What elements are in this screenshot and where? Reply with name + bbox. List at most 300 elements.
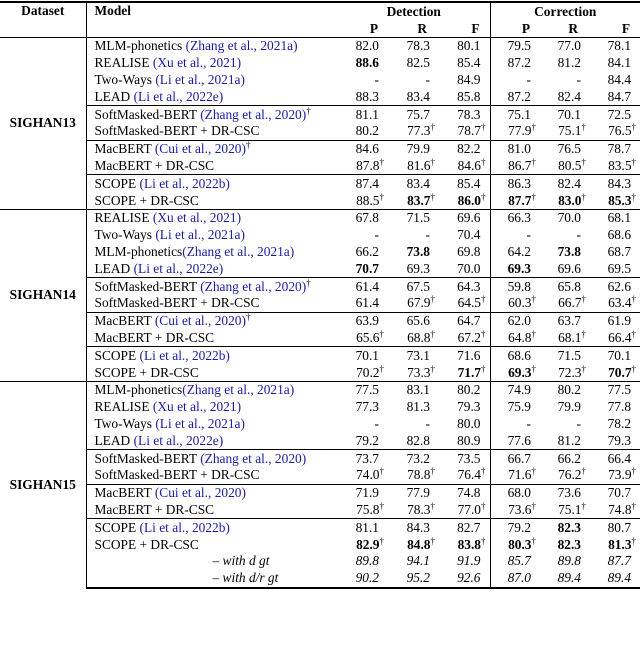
table-row	[0, 432, 640, 449]
model-header: Model	[86, 2, 338, 38]
citation-link[interactable]: (Xu et al., 2021)	[152, 55, 242, 71]
citation-link[interactable]: (Cui et al., 2020)	[154, 313, 246, 329]
model-name: SoftMasked-BERT + DR-CSC	[94, 467, 260, 483]
value-text: 85.4	[457, 175, 481, 191]
model-name: MacBERT	[94, 485, 155, 501]
value-text: 82.7	[457, 519, 481, 535]
value-cell	[439, 570, 490, 588]
value-text: 68.8	[407, 329, 431, 345]
citation-link[interactable]: (Zhang et al., 2020)	[200, 450, 307, 466]
dagger-mark: †	[581, 363, 586, 374]
citation-link[interactable]: (Li et al., 2021a)	[155, 415, 245, 431]
value-cell	[490, 140, 540, 157]
value-text: 73.1	[406, 347, 430, 363]
value-text: 70.1	[355, 347, 379, 363]
value-cell	[490, 347, 540, 364]
value-cell	[540, 416, 590, 433]
model-cell	[86, 432, 338, 449]
value-cell	[590, 244, 640, 261]
value-cell	[439, 450, 490, 467]
value-cell	[439, 484, 490, 501]
dagger-mark: †	[481, 328, 486, 339]
value-text: 67.9	[407, 295, 431, 311]
dagger-mark: †	[379, 535, 384, 546]
dagger-mark: †	[481, 466, 486, 477]
citation-link[interactable]: (Zhang et al., 2020)	[200, 278, 307, 294]
dagger-mark: †	[379, 191, 384, 202]
citation-link[interactable]: (Zhang et al., 2020)	[200, 106, 307, 122]
value-text: 78.8	[407, 467, 431, 483]
value-text: 77.8	[607, 399, 632, 415]
value-text: 84.9	[457, 71, 481, 87]
value-text: 73.8	[406, 243, 430, 259]
value-cell	[439, 38, 490, 55]
model-cell	[86, 364, 338, 381]
dagger-mark: †	[581, 122, 586, 133]
value-cell	[590, 106, 640, 123]
value-cell	[540, 519, 590, 536]
value-text: 65.8	[557, 278, 581, 294]
value-text: 62.6	[607, 278, 632, 294]
table-row	[0, 55, 640, 72]
table-row	[0, 295, 640, 312]
value-text: 75.1	[558, 123, 582, 139]
value-text: 86.7	[508, 157, 532, 173]
value-cell	[490, 88, 540, 105]
value-text: 64.8	[508, 329, 532, 345]
table-row	[0, 123, 640, 140]
value-cell	[540, 244, 590, 261]
dagger-mark: †	[531, 328, 536, 339]
value-cell	[490, 38, 540, 55]
value-text: 77.3	[355, 399, 379, 415]
value-text: 62.0	[507, 313, 531, 329]
value-text: 78.3	[457, 106, 481, 122]
value-cell	[388, 209, 439, 226]
table-row	[0, 158, 640, 175]
dagger-mark: †	[379, 500, 384, 511]
value-cell	[439, 381, 490, 398]
value-text: 72.3	[558, 364, 582, 380]
citation-link[interactable]: (Li et al., 2022e)	[133, 432, 224, 448]
value-cell	[338, 260, 388, 277]
value-text: 66.7	[558, 295, 582, 311]
value-text: 71.5	[557, 347, 581, 363]
citation-link[interactable]: (Li et al., 2021a)	[155, 227, 245, 243]
citation-link[interactable]: (Cui et al., 2020)	[154, 485, 246, 501]
value-cell	[338, 72, 388, 89]
value-text: 90.2	[355, 570, 379, 586]
value-cell	[388, 140, 439, 157]
value-cell	[388, 244, 439, 261]
value-text: 80.2	[457, 382, 481, 398]
model-name: REALISE	[94, 55, 153, 71]
value-text: 78.3	[406, 38, 430, 54]
value-text: 74.9	[507, 382, 531, 398]
value-cell	[490, 192, 540, 209]
value-cell	[540, 432, 590, 449]
value-cell	[540, 72, 590, 89]
value-text: 85.7	[507, 553, 531, 569]
dataset-header: Dataset	[0, 2, 86, 38]
value-cell	[338, 502, 388, 519]
dagger-mark: †	[306, 277, 311, 288]
value-text: 68.6	[507, 347, 531, 363]
value-text: 64.7	[457, 313, 481, 329]
dagger-mark: †	[430, 156, 435, 167]
value-cell	[540, 278, 590, 295]
value-cell	[338, 416, 388, 433]
value-cell	[439, 123, 490, 140]
value-text: 81.0	[507, 141, 531, 157]
value-text: 64.2	[507, 243, 531, 259]
value-text: 87.0	[507, 570, 531, 586]
value-text: 70.2	[356, 364, 380, 380]
dagger-mark: †	[430, 294, 435, 305]
value-text: 87.7	[508, 192, 532, 208]
value-text: 69.6	[557, 260, 581, 276]
value-text: 79.2	[355, 432, 379, 448]
value-text: 85.8	[457, 88, 481, 104]
value-text: 82.3	[557, 536, 581, 552]
model-cell	[86, 484, 338, 501]
table-row	[0, 278, 640, 295]
value-cell	[439, 192, 490, 209]
model-cell	[86, 192, 338, 209]
dagger-mark: †	[379, 328, 384, 339]
value-text: 66.7	[507, 450, 531, 466]
value-cell	[439, 330, 490, 347]
value-text: 82.2	[457, 141, 481, 157]
dagger-mark: †	[481, 156, 486, 167]
model-name: Two-Ways	[94, 71, 156, 87]
results-table	[0, 1, 640, 589]
col-header-detection-f: F	[471, 20, 480, 36]
value-cell	[490, 312, 540, 329]
value-cell	[338, 158, 388, 175]
value-text: 68.6	[607, 227, 632, 243]
value-cell	[439, 347, 490, 364]
dagger-mark: †	[430, 363, 435, 374]
value-text: 63.7	[557, 313, 581, 329]
value-text: 63.4	[608, 295, 632, 311]
dagger-mark: †	[531, 535, 536, 546]
value-cell	[388, 192, 439, 209]
value-cell	[439, 416, 490, 433]
value-cell	[590, 570, 640, 588]
model-name: MacBERT	[94, 141, 155, 157]
value-cell	[590, 312, 640, 329]
value-cell	[490, 295, 540, 312]
value-cell	[490, 158, 540, 175]
model-cell	[86, 519, 338, 536]
value-cell	[490, 553, 540, 570]
value-text: 70.7	[607, 485, 632, 501]
value-cell	[590, 484, 640, 501]
value-cell	[439, 209, 490, 226]
value-cell	[388, 416, 439, 433]
value-cell	[490, 484, 540, 501]
value-text: 71.6	[508, 467, 532, 483]
value-text: -	[425, 415, 430, 431]
value-cell	[540, 330, 590, 347]
model-name: REALISE	[94, 399, 153, 415]
value-cell	[540, 399, 590, 416]
value-text: 77.6	[507, 432, 531, 448]
value-text: 75.1	[507, 106, 531, 122]
table-row	[0, 244, 640, 261]
value-cell	[338, 278, 388, 295]
value-text: -	[576, 71, 581, 87]
value-text: 80.0	[457, 415, 481, 431]
value-text: 73.5	[457, 450, 481, 466]
value-cell	[388, 399, 439, 416]
value-text: 66.2	[355, 243, 379, 259]
value-text: 76.4	[457, 467, 481, 483]
value-text: 77.0	[557, 38, 581, 54]
value-cell	[540, 227, 590, 244]
value-cell	[590, 450, 640, 467]
citation-link[interactable]: (Li et al., 2022e)	[133, 88, 224, 104]
value-text: 69.6	[457, 210, 481, 226]
table-row	[0, 484, 640, 501]
citation-link[interactable]: (Cui et al., 2020)	[154, 141, 246, 157]
value-text: 73.3	[407, 364, 431, 380]
value-cell	[590, 140, 640, 157]
value-text: 86.0	[457, 192, 481, 208]
value-text: 83.4	[406, 88, 430, 104]
dagger-mark: †	[581, 500, 586, 511]
dagger-mark: †	[531, 191, 536, 202]
model-cell	[86, 106, 338, 123]
table-row	[0, 467, 640, 484]
citation-link[interactable]: (Li et al., 2022e)	[133, 260, 224, 276]
dagger-mark: †	[481, 294, 486, 305]
detection-header: Detection	[338, 2, 490, 20]
value-cell	[338, 123, 388, 140]
value-cell	[490, 106, 540, 123]
value-text: 79.3	[607, 432, 632, 448]
table-row	[0, 381, 640, 398]
value-cell	[439, 175, 490, 192]
model-cell	[86, 295, 338, 312]
value-text: 81.6	[407, 157, 431, 173]
value-text: 84.1	[607, 55, 632, 71]
model-name: MacBERT + DR-CSC	[94, 501, 215, 517]
value-cell	[338, 364, 388, 381]
citation-link[interactable]: (Li et al., 2022b)	[139, 519, 230, 535]
value-text: 66.4	[607, 450, 632, 466]
value-text: 77.5	[607, 382, 632, 398]
value-text: 73.9	[608, 467, 632, 483]
citation-link[interactable]: (Xu et al., 2021)	[152, 210, 242, 226]
model-cell	[86, 467, 338, 484]
citation-link[interactable]: (Li et al., 2021a)	[155, 71, 245, 87]
dagger-mark: †	[531, 466, 536, 477]
value-text: 69.3	[406, 260, 430, 276]
col-header-correction-p: P	[490, 20, 540, 38]
citation-link[interactable]: (Zhang et al., 2021a)	[185, 38, 298, 54]
model-cell	[86, 88, 338, 105]
table-row	[0, 227, 640, 244]
value-cell	[490, 416, 540, 433]
value-text: 73.6	[557, 485, 581, 501]
value-text: -	[576, 227, 581, 243]
value-cell	[338, 330, 388, 347]
model-name: MLM-phonetics	[94, 38, 186, 54]
value-text: 65.6	[406, 313, 430, 329]
dagger-mark: †	[430, 535, 435, 546]
value-cell	[490, 519, 540, 536]
value-text: 70.1	[607, 347, 632, 363]
citation-link[interactable]: (Zhang et al., 2021a)	[182, 243, 295, 259]
value-text: 94.1	[406, 553, 430, 569]
value-cell	[590, 192, 640, 209]
model-cell	[86, 502, 338, 519]
value-cell	[490, 244, 540, 261]
dagger-mark: †	[581, 156, 586, 167]
value-cell	[540, 88, 590, 105]
value-cell	[490, 278, 540, 295]
value-text: -	[526, 227, 531, 243]
value-cell	[439, 72, 490, 89]
value-cell	[388, 260, 439, 277]
value-cell	[338, 553, 388, 570]
value-text: 78.7	[457, 123, 481, 139]
model-cell	[86, 330, 338, 347]
value-cell	[490, 536, 540, 553]
dagger-mark: †	[481, 363, 486, 374]
value-text: 67.5	[406, 278, 430, 294]
value-text: 84.3	[406, 519, 430, 535]
value-cell	[388, 175, 439, 192]
value-text: 74.8	[608, 501, 632, 517]
model-cell	[86, 416, 338, 433]
value-text: 87.2	[507, 55, 531, 71]
value-text: 80.2	[355, 123, 379, 139]
value-cell	[388, 123, 439, 140]
citation-link[interactable]: (Zhang et al., 2021a)	[182, 382, 295, 398]
value-cell	[338, 347, 388, 364]
value-text: 83.1	[406, 382, 430, 398]
model-name: MLM-phonetics	[94, 382, 183, 398]
table-row	[0, 175, 640, 192]
citation-link[interactable]: (Li et al., 2022b)	[139, 175, 230, 191]
value-text: 69.3	[507, 260, 531, 276]
value-cell	[338, 175, 388, 192]
dataset-name: SIGHAN13	[0, 38, 86, 210]
model-name: MacBERT + DR-CSC	[94, 157, 215, 173]
value-cell	[388, 347, 439, 364]
table-row	[0, 502, 640, 519]
value-text: 68.7	[607, 243, 632, 259]
value-text: 84.6	[355, 141, 379, 157]
value-text: 83.0	[558, 192, 582, 208]
value-cell	[338, 399, 388, 416]
value-cell	[388, 467, 439, 484]
correction-header: Correction	[490, 2, 640, 20]
value-cell	[439, 260, 490, 277]
value-cell	[590, 519, 640, 536]
value-text: 82.5	[406, 55, 430, 71]
value-cell	[338, 432, 388, 449]
table-row	[0, 88, 640, 105]
citation-link[interactable]: (Xu et al., 2021)	[152, 399, 242, 415]
value-cell	[490, 399, 540, 416]
model-cell	[86, 38, 338, 55]
value-text: 89.8	[557, 553, 581, 569]
table-row	[0, 519, 640, 536]
value-cell	[388, 381, 439, 398]
table-row	[0, 450, 640, 467]
header-row-1	[0, 2, 640, 20]
value-cell	[490, 467, 540, 484]
value-text: 75.1	[558, 501, 582, 517]
dagger-mark: †	[631, 363, 637, 374]
value-cell	[439, 312, 490, 329]
model-name: Two-Ways	[94, 415, 156, 431]
value-text: 81.2	[557, 55, 581, 71]
value-text: 77.5	[355, 382, 379, 398]
value-cell	[338, 467, 388, 484]
value-text: 80.1	[457, 38, 481, 54]
value-text: 74.8	[457, 485, 481, 501]
value-text: 82.8	[406, 432, 430, 448]
value-text: 79.2	[507, 519, 531, 535]
value-text: 60.3	[508, 295, 532, 311]
value-text: 77.0	[457, 501, 481, 517]
value-cell	[388, 295, 439, 312]
value-cell	[590, 209, 640, 226]
value-cell	[590, 38, 640, 55]
value-cell	[388, 312, 439, 329]
value-cell	[540, 123, 590, 140]
citation-link[interactable]: (Li et al., 2022b)	[139, 347, 230, 363]
value-cell	[388, 330, 439, 347]
value-text: 84.6	[457, 157, 481, 173]
model-cell	[86, 260, 338, 277]
table-body	[0, 38, 640, 588]
dagger-mark: †	[379, 363, 384, 374]
value-cell	[540, 106, 590, 123]
value-text: 64.3	[457, 278, 481, 294]
model-name: MacBERT + DR-CSC	[94, 329, 215, 345]
model-name: SCOPE + DR-CSC	[94, 364, 199, 380]
value-text: -	[425, 227, 430, 243]
dagger-mark: †	[481, 191, 486, 202]
model-cell	[86, 450, 338, 467]
value-text: 69.5	[607, 260, 632, 276]
value-text: -	[526, 415, 531, 431]
value-text: 70.1	[557, 106, 581, 122]
value-text: 83.4	[406, 175, 430, 191]
value-cell	[590, 227, 640, 244]
table-row	[0, 140, 640, 157]
value-text: 88.6	[355, 55, 379, 71]
value-text: 84.3	[607, 175, 632, 191]
value-cell	[338, 312, 388, 329]
table-row	[0, 312, 640, 329]
model-cell	[86, 553, 338, 570]
value-cell	[540, 364, 590, 381]
value-cell	[388, 432, 439, 449]
value-cell	[388, 38, 439, 55]
value-cell	[338, 536, 388, 553]
col-header-detection-r: R	[417, 20, 427, 36]
value-cell	[388, 553, 439, 570]
model-cell	[86, 140, 338, 157]
value-cell	[338, 140, 388, 157]
